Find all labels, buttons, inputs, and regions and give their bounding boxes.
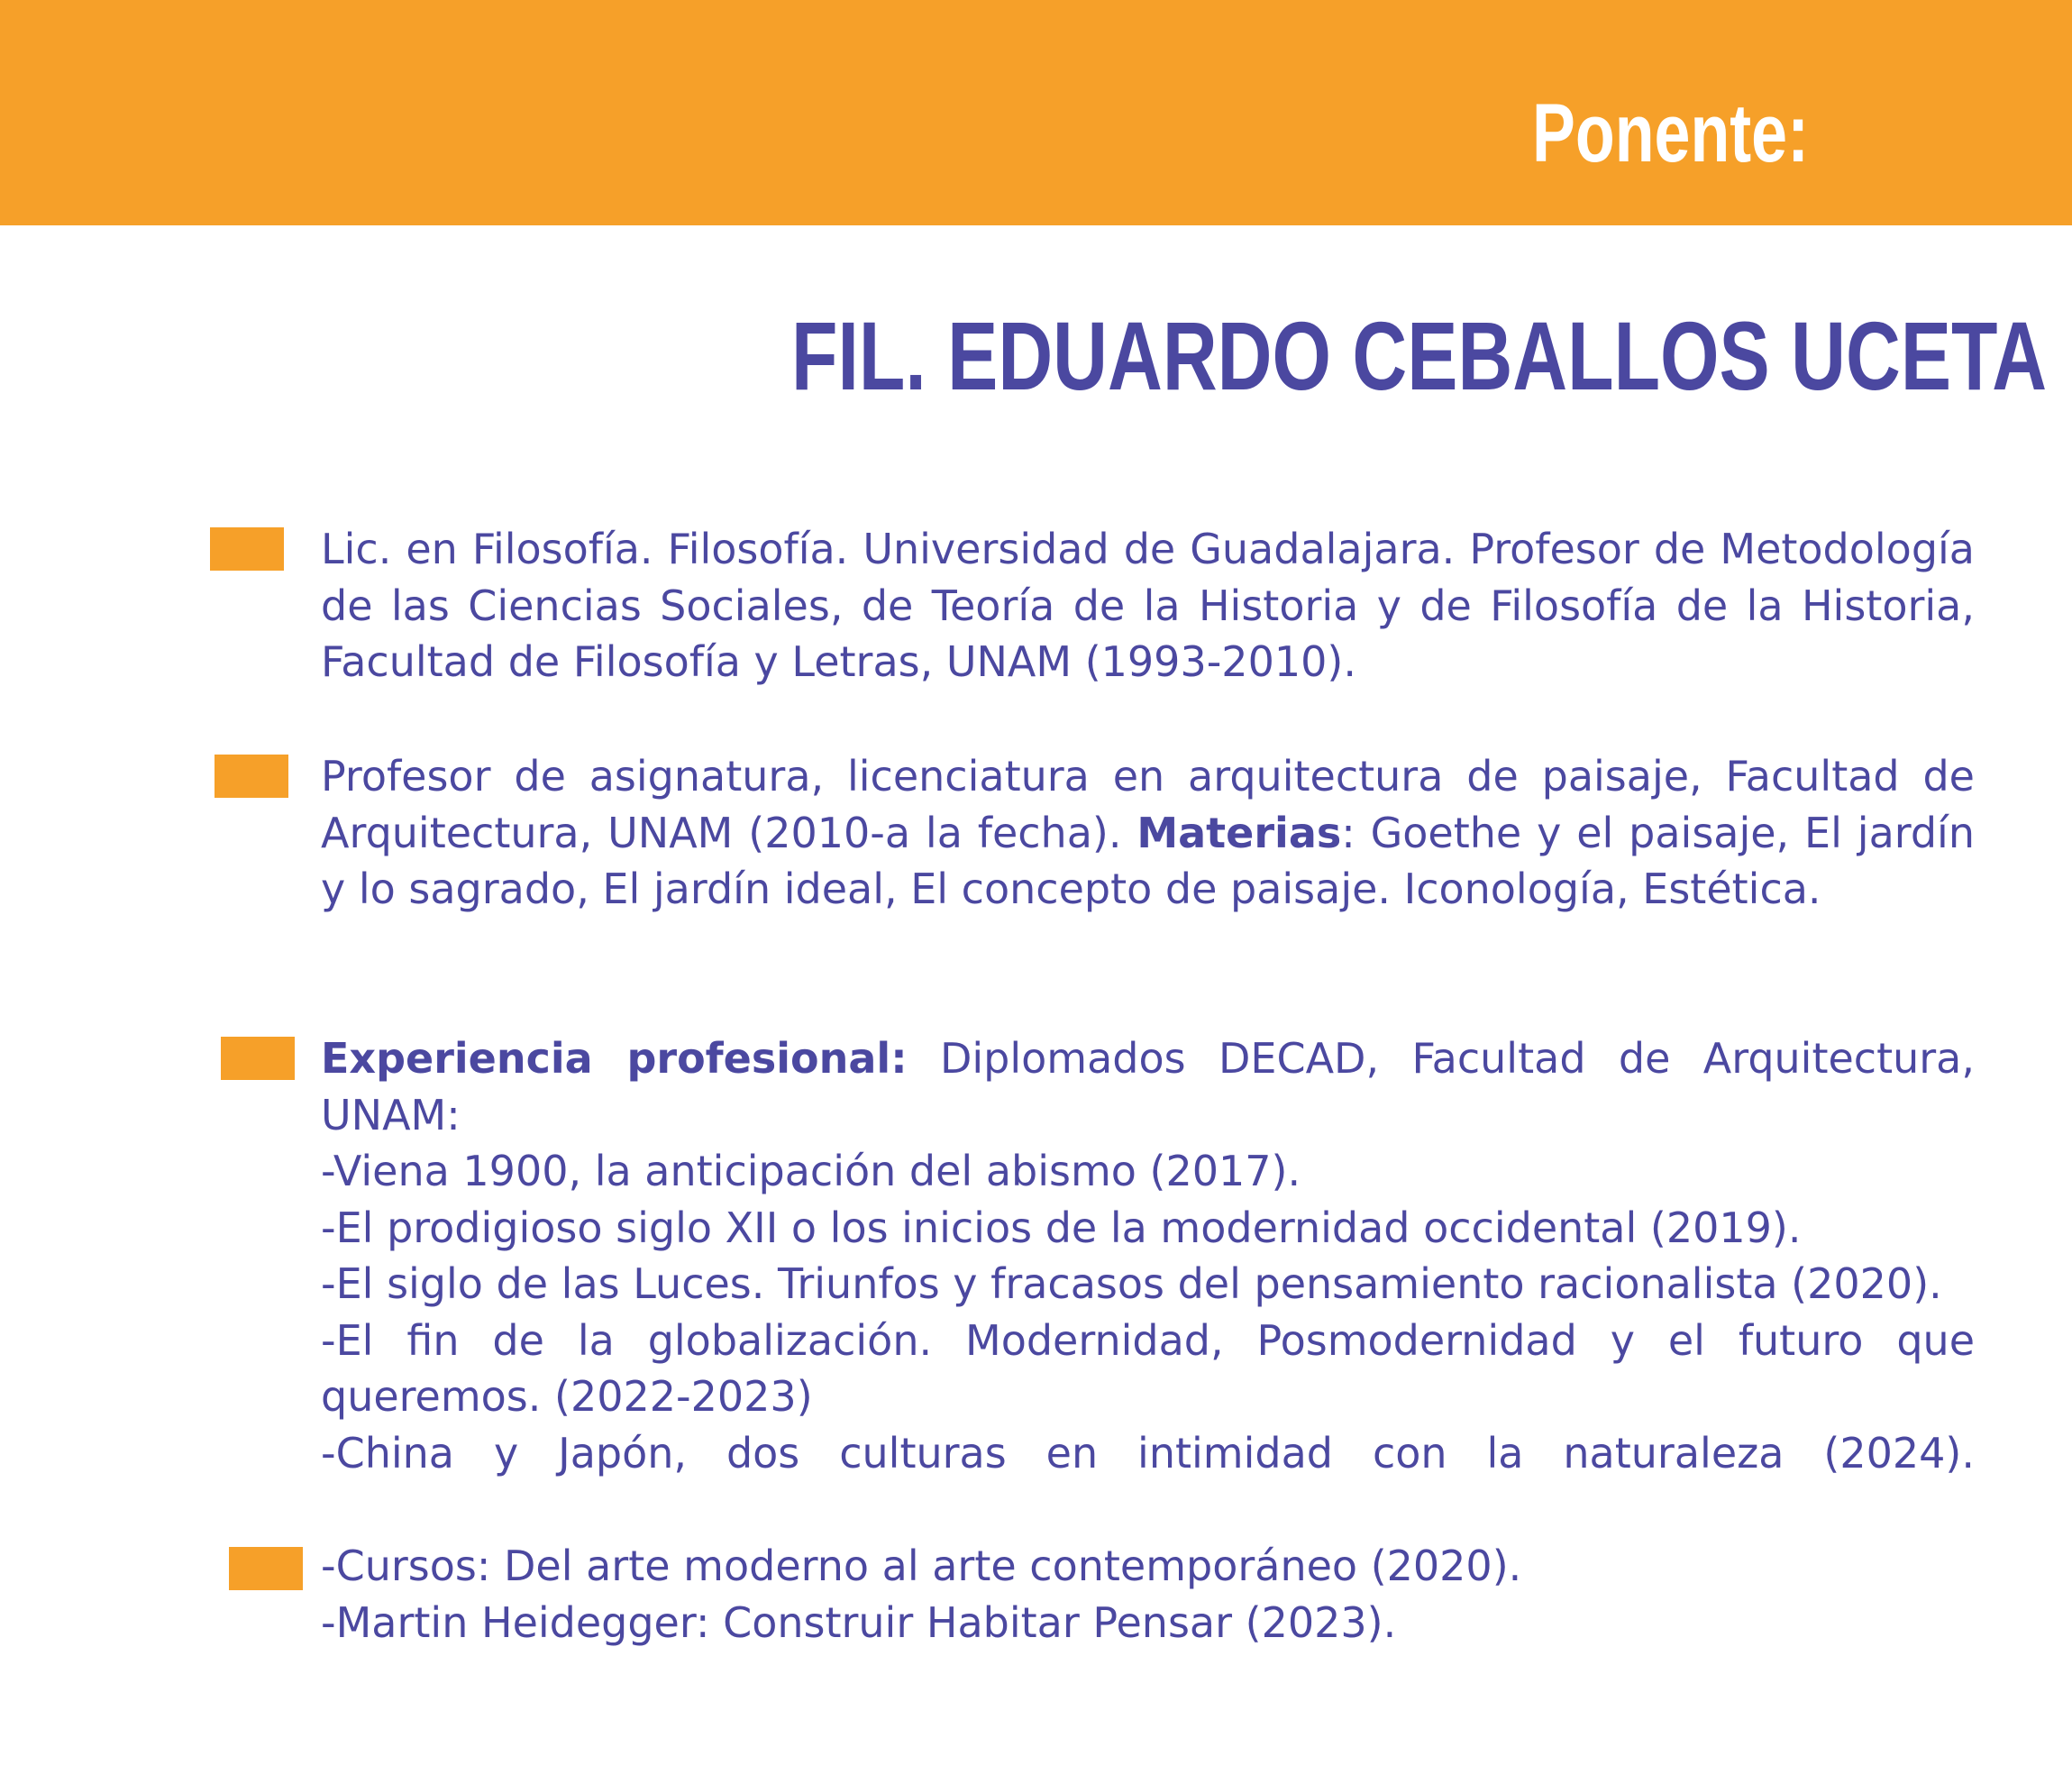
experience-intro-text: Diplomados DECAD, Facultad de Arquitectura, UNAM: xyxy=(321,1034,1975,1139)
diploma-item: -El prodigioso siglo XII o los inicios de la modernidad occidental (2019). xyxy=(321,1203,1802,1252)
entry-education-text: Lic. en Filosofía. Filosofía. Universidad de Guadalajara. Profesor de Metodología de las Ciencias Sociales, de Teoría de la Historia y de Filosofía de la Historia, Facultad de Filosofía y Letras, UNAM (1993-2010). xyxy=(321,525,1975,686)
entry-teaching-text: Profesor de asignatura, licenciatura en arquitectura de paisaje, Facultad de Arquitectura, UNAM (2010-a la fecha). xyxy=(321,752,1975,857)
entry-courses xyxy=(321,1538,1975,1651)
diploma-item: -El fin de la globalización. Modernidad, Posmodernidad y el futuro que queremos. (2022-2023) xyxy=(321,1315,1975,1421)
band-title: Ponente: xyxy=(1532,87,1809,179)
subjects-label: Materias xyxy=(1136,808,1342,857)
bullet-marker xyxy=(215,755,288,798)
diploma-item: -El siglo de las Luces. Triunfos y fracasos del pensamiento racionalista (2020). xyxy=(321,1259,1942,1308)
bullet-marker xyxy=(210,527,284,571)
bullet-marker xyxy=(221,1037,295,1080)
course-item: -Martin Heidegger: Construir Habitar Pensar (2023). xyxy=(321,1597,1397,1647)
bullet-marker xyxy=(229,1547,303,1590)
diploma-item: -Viena 1900, la anticipación del abismo (2017). xyxy=(321,1147,1301,1195)
experience-intro xyxy=(321,1030,1975,1143)
speaker-name: FIL. EDUARDO CEBALLOS UCETA xyxy=(791,301,2048,410)
entry-teaching xyxy=(321,748,1975,918)
subjects-list: : Goethe y el paisaje, El jardín y lo sagrado, El jardín ideal, El concepto de paisaje. Iconología, Estética. xyxy=(321,808,1975,913)
diploma-item: -China y Japón, dos culturas en intimidad con la naturaleza (2024). xyxy=(321,1428,1975,1478)
experience-label: Experiencia profesional: xyxy=(321,1034,908,1083)
entry-experience xyxy=(321,1030,1975,1481)
header-band xyxy=(0,0,2072,225)
course-item: -Cursos: Del arte moderno al arte contemporáneo (2020). xyxy=(321,1542,1522,1590)
entry-education xyxy=(321,521,1975,691)
